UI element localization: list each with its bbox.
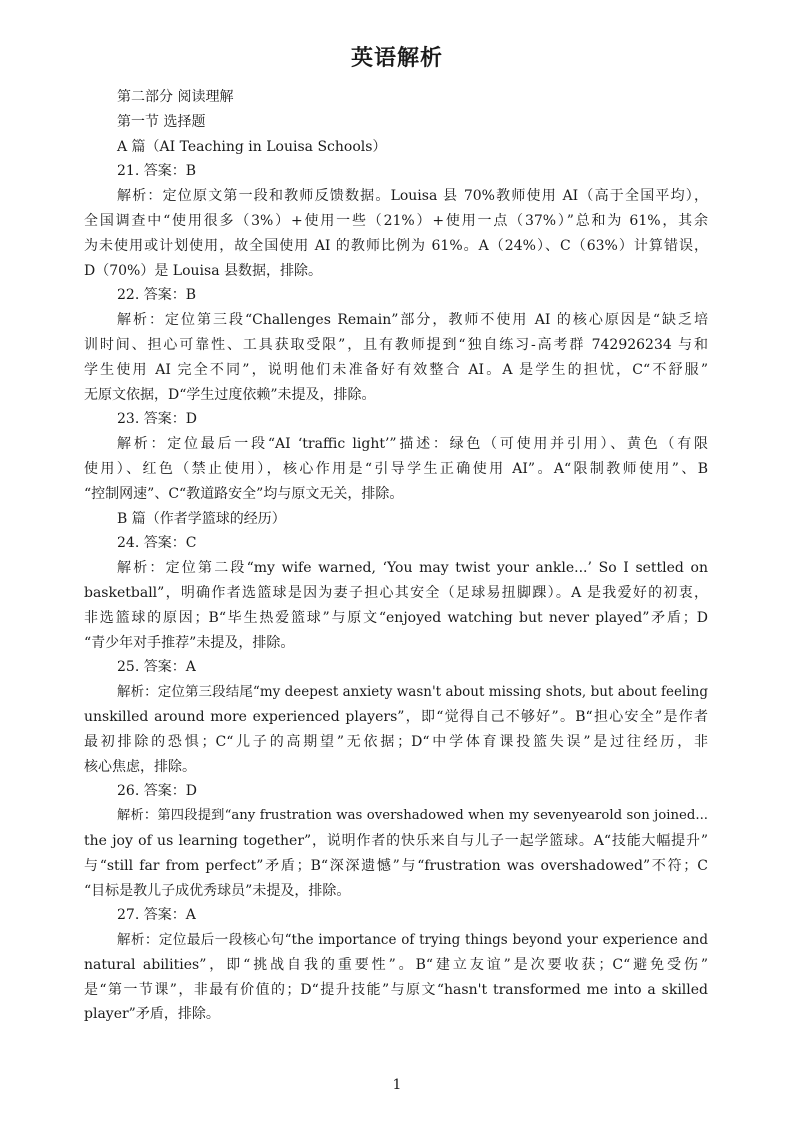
text-line: 训时间、担心可靠性、工具获取受限”，且有教师提到“独自练习-高考群 742926234 与和 bbox=[84, 336, 708, 353]
text-line: 解析：定位原文第一段和教师反馈数据。Louisa 县 70%教师使用 AI（高于全国平均）， bbox=[117, 188, 708, 205]
text-line: 核心焦虑，排除。 bbox=[84, 758, 196, 775]
text-line: basketball”，明确作者选篮球是因为妻子担心其安全（足球易扭脚踝）。A 是我爱好的初衷， bbox=[84, 584, 708, 601]
text-line: B 篇（作者学篮球的经历） bbox=[117, 510, 286, 527]
text-line: 非选篮球的原因；B“毕生热爱篮球”与原文“enjoyed watching but never played”矛盾；D bbox=[84, 609, 708, 626]
text-line: 解析：定位第三段结尾“my deepest anxiety wasn't about missing shots, but about feeling bbox=[117, 684, 708, 701]
text-line: 26. 答案：D bbox=[117, 783, 197, 800]
text-line: 24. 答案：C bbox=[117, 535, 197, 552]
text-line: 23. 答案：D bbox=[117, 411, 197, 428]
text-line: “青少年对手推荐”未提及，排除。 bbox=[84, 634, 295, 651]
text-line: 21. 答案：B bbox=[117, 163, 197, 180]
text-line: 学生使用 AI 完全不同”，说明他们未准备好有效整合 AI。A 是学生的担忧，C“不舒服” bbox=[84, 361, 708, 378]
text-line: 是“第一节课”，非最有价值的；D“提升技能”与原文“hasn't transformed me into a skilled bbox=[84, 981, 708, 998]
text-line: “目标是教儿子成优秀球员”未提及，排除。 bbox=[84, 882, 351, 899]
text-line: A 篇（AI Teaching in Louisa Schools） bbox=[117, 138, 387, 155]
text-line: 25. 答案：A bbox=[117, 659, 196, 676]
text-line: 与“still far from perfect”矛盾；B“深深遗憾”与“frustration was overshadowed”不符；C bbox=[84, 857, 708, 874]
text-line: 第一节 选择题 bbox=[117, 113, 206, 130]
text-line: 最初排除的恐惧；C“儿子的高期望”无依据；D“中学体育课投篮失误”是过往经历，非 bbox=[84, 733, 708, 750]
text-line: 22. 答案：B bbox=[117, 287, 197, 304]
text-line: the joy of us learning together”，说明作者的快乐来自与儿子一起学篮球。A“技能大幅提升” bbox=[84, 832, 708, 849]
text-line: 第二部分 阅读理解 bbox=[117, 89, 234, 105]
text-line: 使用）、红色（禁止使用），核心作用是“引导学生正确使用 AI”。A“限制教师使用”、B bbox=[84, 460, 708, 477]
text-line: 27. 答案：A bbox=[117, 907, 196, 924]
text-line: 无原文依据，D“学生过度依赖”未提及，排除。 bbox=[84, 386, 376, 403]
text-line: 为未使用或计划使用，故全国使用 AI 的教师比例为 61%。A（24%）、C（63%）计算错误， bbox=[84, 237, 708, 254]
text-line: D（70%）是 Louisa 县数据，排除。 bbox=[84, 262, 322, 279]
text-line: player”矛盾，排除。 bbox=[84, 1006, 220, 1023]
text-line: 解析：定位最后一段核心句“the importance of trying things beyond your experience and bbox=[117, 932, 708, 949]
text-line: 解析：定位第二段“my wife warned, ‘You may twist your ankle...’ So I settled on bbox=[117, 560, 708, 577]
text-line: natural abilities”，即“挑战自我的重要性”。B“建立友谊”是次要收获；C“避免受伤” bbox=[84, 956, 708, 973]
page-number: 1 bbox=[392, 1077, 402, 1093]
text-line: 解析：定位第三段“Challenges Remain”部分，教师不使用 AI 的核心原因是“缺乏培 bbox=[117, 312, 708, 329]
text-line: 解析：定位最后一段“AI ‘traffic light’”描述：绿色（可使用并引用）、黄色（有限 bbox=[117, 436, 708, 453]
text-line: unskilled around more experienced players”，即“觉得自己不够好”。B“担心安全”是作者 bbox=[84, 708, 708, 725]
document-body bbox=[84, 85, 708, 1027]
page-title: 英语解析 bbox=[350, 46, 443, 71]
text-line: 解析：第四段提到“any frustration was overshadowed when my sevenyearold son joined... bbox=[117, 808, 708, 824]
text-line: “控制网速”、C“教道路安全”均与原文无关，排除。 bbox=[84, 485, 404, 502]
text-line: 全国调查中“使用很多（3%）+使用一些（21%）+使用一点（37%）”总和为 61%，其余 bbox=[84, 212, 708, 229]
